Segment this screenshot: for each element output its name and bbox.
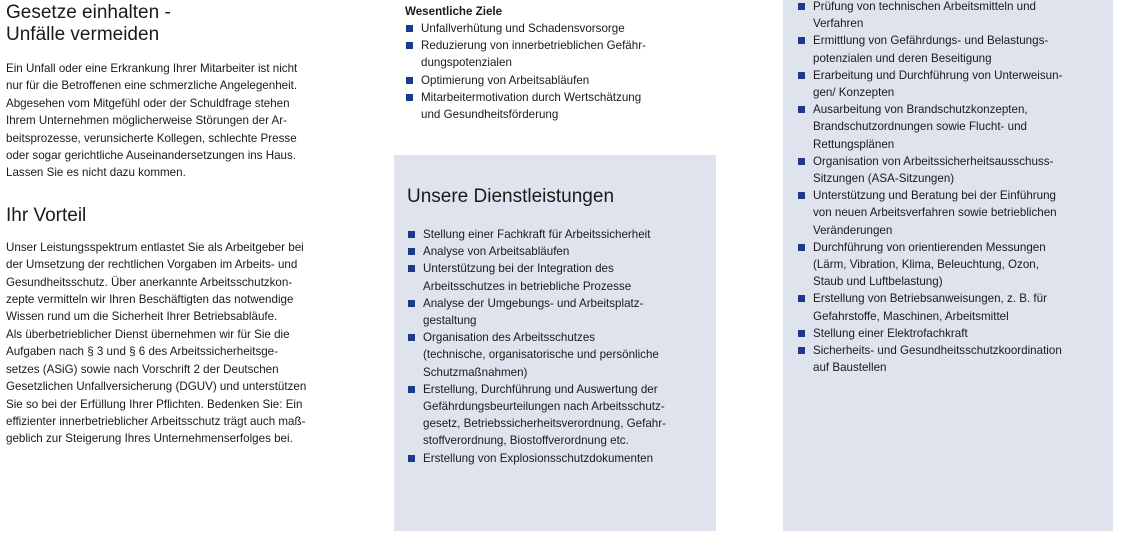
vorteil-line: der Umsetzung der rechtlichen Vorgaben im Arbeits- und bbox=[6, 258, 298, 272]
square-bullet-icon bbox=[798, 244, 805, 251]
list-item-line: Ermittlung von Gefährdungs- und Belastungs- bbox=[813, 34, 1049, 48]
list-item-line: Erstellung, Durchführung und Auswertung der bbox=[423, 382, 658, 396]
intro-line: Ein Unfall oder eine Erkrankung Ihrer Mitarbeiter ist nicht bbox=[6, 62, 298, 75]
goals-title: Wesentliche Ziele bbox=[405, 5, 503, 18]
service-item bbox=[797, 342, 1107, 376]
list-item-line: von neuen Arbeitsverfahren sowie betrieblichen bbox=[813, 206, 1057, 220]
service-item bbox=[797, 101, 1107, 153]
service-item bbox=[797, 0, 1107, 32]
list-item-line: dungspotenzialen bbox=[421, 56, 512, 70]
square-bullet-icon bbox=[408, 455, 415, 462]
list-item-line: Erstellung von Explosionsschutzdokumenten bbox=[423, 451, 654, 465]
square-bullet-icon bbox=[798, 192, 805, 199]
services-list bbox=[407, 226, 707, 467]
vorteil-line: Wissen rund um die Sicherheit Ihrer Betriebsabläufe. bbox=[6, 310, 278, 324]
vorteil-line: zepte vermitteln wir Ihren Beschäftigten das notwendige bbox=[6, 293, 294, 307]
list-item-line: Sitzungen (ASA-Sitzungen) bbox=[813, 172, 955, 186]
square-bullet-icon bbox=[406, 42, 413, 49]
list-item-line: stoffverordnung, Biostoffverordnung etc. bbox=[423, 434, 629, 448]
square-bullet-icon bbox=[406, 77, 413, 84]
square-bullet-icon bbox=[406, 94, 413, 101]
intro-paragraph bbox=[6, 60, 378, 182]
list-item-line: Brandschutzordnungen sowie Flucht- und bbox=[813, 120, 1027, 134]
service-item bbox=[797, 325, 1107, 342]
square-bullet-icon bbox=[798, 295, 805, 302]
service-item bbox=[797, 187, 1107, 239]
vorteil-line: effizienter innerbetrieblicher Arbeitsschutz trägt auch maß- bbox=[6, 414, 306, 428]
list-item-line: und Gesundheitsförderung bbox=[421, 108, 559, 122]
square-bullet-icon bbox=[798, 3, 805, 10]
vorteil-line: Aufgaben nach § 3 und § 6 des Arbeitssicherheitsge- bbox=[6, 345, 278, 359]
list-item-line: Unterstützung bei der Integration des bbox=[423, 262, 614, 276]
list-item-line: Schutzmaßnahmen) bbox=[423, 365, 528, 379]
vorteil-line: geblich zur Steigerung Ihres Unternehmenserfolges bei. bbox=[6, 432, 293, 446]
list-item-line: Mitarbeitermotivation durch Wertschätzung bbox=[421, 90, 642, 104]
square-bullet-icon bbox=[798, 72, 805, 79]
square-bullet-icon bbox=[406, 25, 413, 32]
service-item bbox=[797, 239, 1107, 291]
goal-item bbox=[405, 72, 710, 89]
list-item-line: Stellung einer Fachkraft für Arbeitssicherheit bbox=[423, 228, 651, 241]
list-item-line: auf Baustellen bbox=[813, 361, 887, 375]
intro-line: Lassen Sie es nicht dazu kommen. bbox=[6, 166, 186, 180]
list-item-line: (Lärm, Vibration, Klima, Beleuchtung, Ozon, bbox=[813, 258, 1039, 272]
vorteil-line: Sie so bei der Erfüllung Ihrer Pflichten. Bedenken Sie: Ein bbox=[6, 397, 303, 411]
services-continued-panel bbox=[783, 0, 1113, 531]
square-bullet-icon bbox=[408, 334, 415, 341]
vorteil-line: Gesetzlichen Unfallversicherung (DGUV) und unterstützen bbox=[6, 380, 307, 394]
list-item-line: Optimierung von Arbeitsabläufen bbox=[421, 73, 590, 87]
list-item-line: gesetz, Betriebssicherheitsverordnung, Gefahr- bbox=[423, 417, 666, 431]
intro-line: Ihrem Unternehmen möglicherweise Störungen der Ar- bbox=[6, 114, 287, 128]
intro-column bbox=[6, 0, 378, 448]
square-bullet-icon bbox=[798, 106, 805, 113]
list-item-line: Erstellung von Betriebsanweisungen, z. B. für bbox=[813, 292, 1047, 306]
intro-line: nur für die Betroffenen eine schmerzliche Angelegenheit. bbox=[6, 79, 298, 93]
intro-line: beitsprozesse, verunsicherte Kollegen, schlechte Presse bbox=[6, 131, 297, 145]
vorteil-line: setzes (ASiG) sowie nach Vorschrift 2 der Deutschen bbox=[6, 362, 279, 376]
goal-item bbox=[405, 20, 710, 37]
square-bullet-icon bbox=[408, 265, 415, 272]
list-item-line: gen/ Konzepten bbox=[813, 86, 895, 100]
list-item-line: Durchführung von orientierenden Messungen bbox=[813, 240, 1046, 254]
list-item-line: Rettungsplänen bbox=[813, 137, 895, 151]
service-item bbox=[407, 226, 707, 243]
list-item-line: Organisation des Arbeitsschutzes bbox=[423, 331, 596, 345]
list-item-line: Analyse von Arbeitsabläufen bbox=[423, 245, 570, 259]
list-item-line: Unfallverhütung und Schadensvorsorge bbox=[421, 22, 625, 35]
square-bullet-icon bbox=[798, 330, 805, 337]
service-item bbox=[407, 260, 707, 294]
list-item-line: Sicherheits- und Gesundheitsschutzkoordination bbox=[813, 344, 1062, 358]
vorteil-line: Gesundheitsschutz. Über anerkannte Arbeitsschutzkon- bbox=[6, 275, 293, 289]
service-item bbox=[407, 450, 707, 467]
list-item-line: Reduzierung von innerbetrieblichen Gefähr- bbox=[421, 39, 646, 53]
square-bullet-icon bbox=[798, 37, 805, 44]
services-panel bbox=[394, 155, 716, 531]
list-item-line: Prüfung von technischen Arbeitsmitteln und bbox=[813, 0, 1036, 13]
goal-item bbox=[405, 89, 710, 123]
goals-section bbox=[405, 0, 710, 123]
list-item-line: gestaltung bbox=[423, 314, 477, 328]
list-item-line: potenzialen und deren Beseitigung bbox=[813, 51, 992, 65]
vorteil-line: Unser Leistungsspektrum entlastet Sie als Arbeitgeber bei bbox=[6, 240, 304, 254]
service-item bbox=[797, 32, 1107, 66]
intro-line: oder sogar gerichtliche Auseinandersetzungen ins Haus. bbox=[6, 149, 297, 163]
service-item bbox=[797, 153, 1107, 187]
square-bullet-icon bbox=[408, 248, 415, 255]
service-item bbox=[797, 290, 1107, 324]
square-bullet-icon bbox=[408, 300, 415, 307]
service-item bbox=[797, 67, 1107, 101]
services-continued-list bbox=[797, 0, 1107, 376]
list-item-line: (technische, organisatorische und persönliche bbox=[423, 348, 659, 362]
list-item-line: Verfahren bbox=[813, 17, 864, 31]
intro-line: Abgesehen vom Mitgefühl oder der Schuldfrage stehen bbox=[6, 96, 290, 110]
list-item-line: Erarbeitung und Durchführung von Unterweisun- bbox=[813, 68, 1063, 82]
list-item-line: Stellung einer Elektrofachkraft bbox=[813, 326, 968, 340]
list-item-line: Arbeitsschutzes in betriebliche Prozesse bbox=[423, 279, 632, 293]
main-heading-line: Unfälle vermeiden bbox=[6, 24, 160, 45]
square-bullet-icon bbox=[798, 158, 805, 165]
list-item-line: Unterstützung und Beratung bei der Einführung bbox=[813, 189, 1056, 203]
square-bullet-icon bbox=[408, 231, 415, 238]
list-item-line: Analyse der Umgebungs- und Arbeitsplatz- bbox=[423, 296, 644, 310]
goal-item bbox=[405, 37, 710, 71]
service-item bbox=[407, 243, 707, 260]
list-item-line: Veränderungen bbox=[813, 223, 893, 237]
service-item bbox=[407, 329, 707, 381]
service-item bbox=[407, 295, 707, 329]
main-heading bbox=[6, 2, 378, 46]
vorteil-heading: Ihr Vorteil bbox=[6, 204, 87, 226]
list-item-line: Organisation von Arbeitssicherheitsausschuss- bbox=[813, 154, 1054, 168]
list-item-line: Gefahrstoffe, Maschinen, Arbeitsmittel bbox=[813, 309, 1009, 323]
square-bullet-icon bbox=[798, 347, 805, 354]
services-title: Unsere Dienstleistungen bbox=[407, 186, 615, 207]
square-bullet-icon bbox=[408, 386, 415, 393]
main-heading-line: Gesetze einhalten - bbox=[6, 2, 171, 23]
vorteil-paragraph bbox=[6, 239, 378, 448]
list-item-line: Staub und Luftbelastung) bbox=[813, 275, 943, 289]
vorteil-line: Als überbetrieblicher Dienst übernehmen wir für Sie die bbox=[6, 327, 290, 341]
service-item bbox=[407, 381, 707, 450]
list-item-line: Gefährdungsbeurteilungen nach Arbeitsschutz- bbox=[423, 400, 665, 414]
list-item-line: Ausarbeitung von Brandschutzkonzepten, bbox=[813, 103, 1028, 117]
goals-list bbox=[405, 20, 710, 123]
